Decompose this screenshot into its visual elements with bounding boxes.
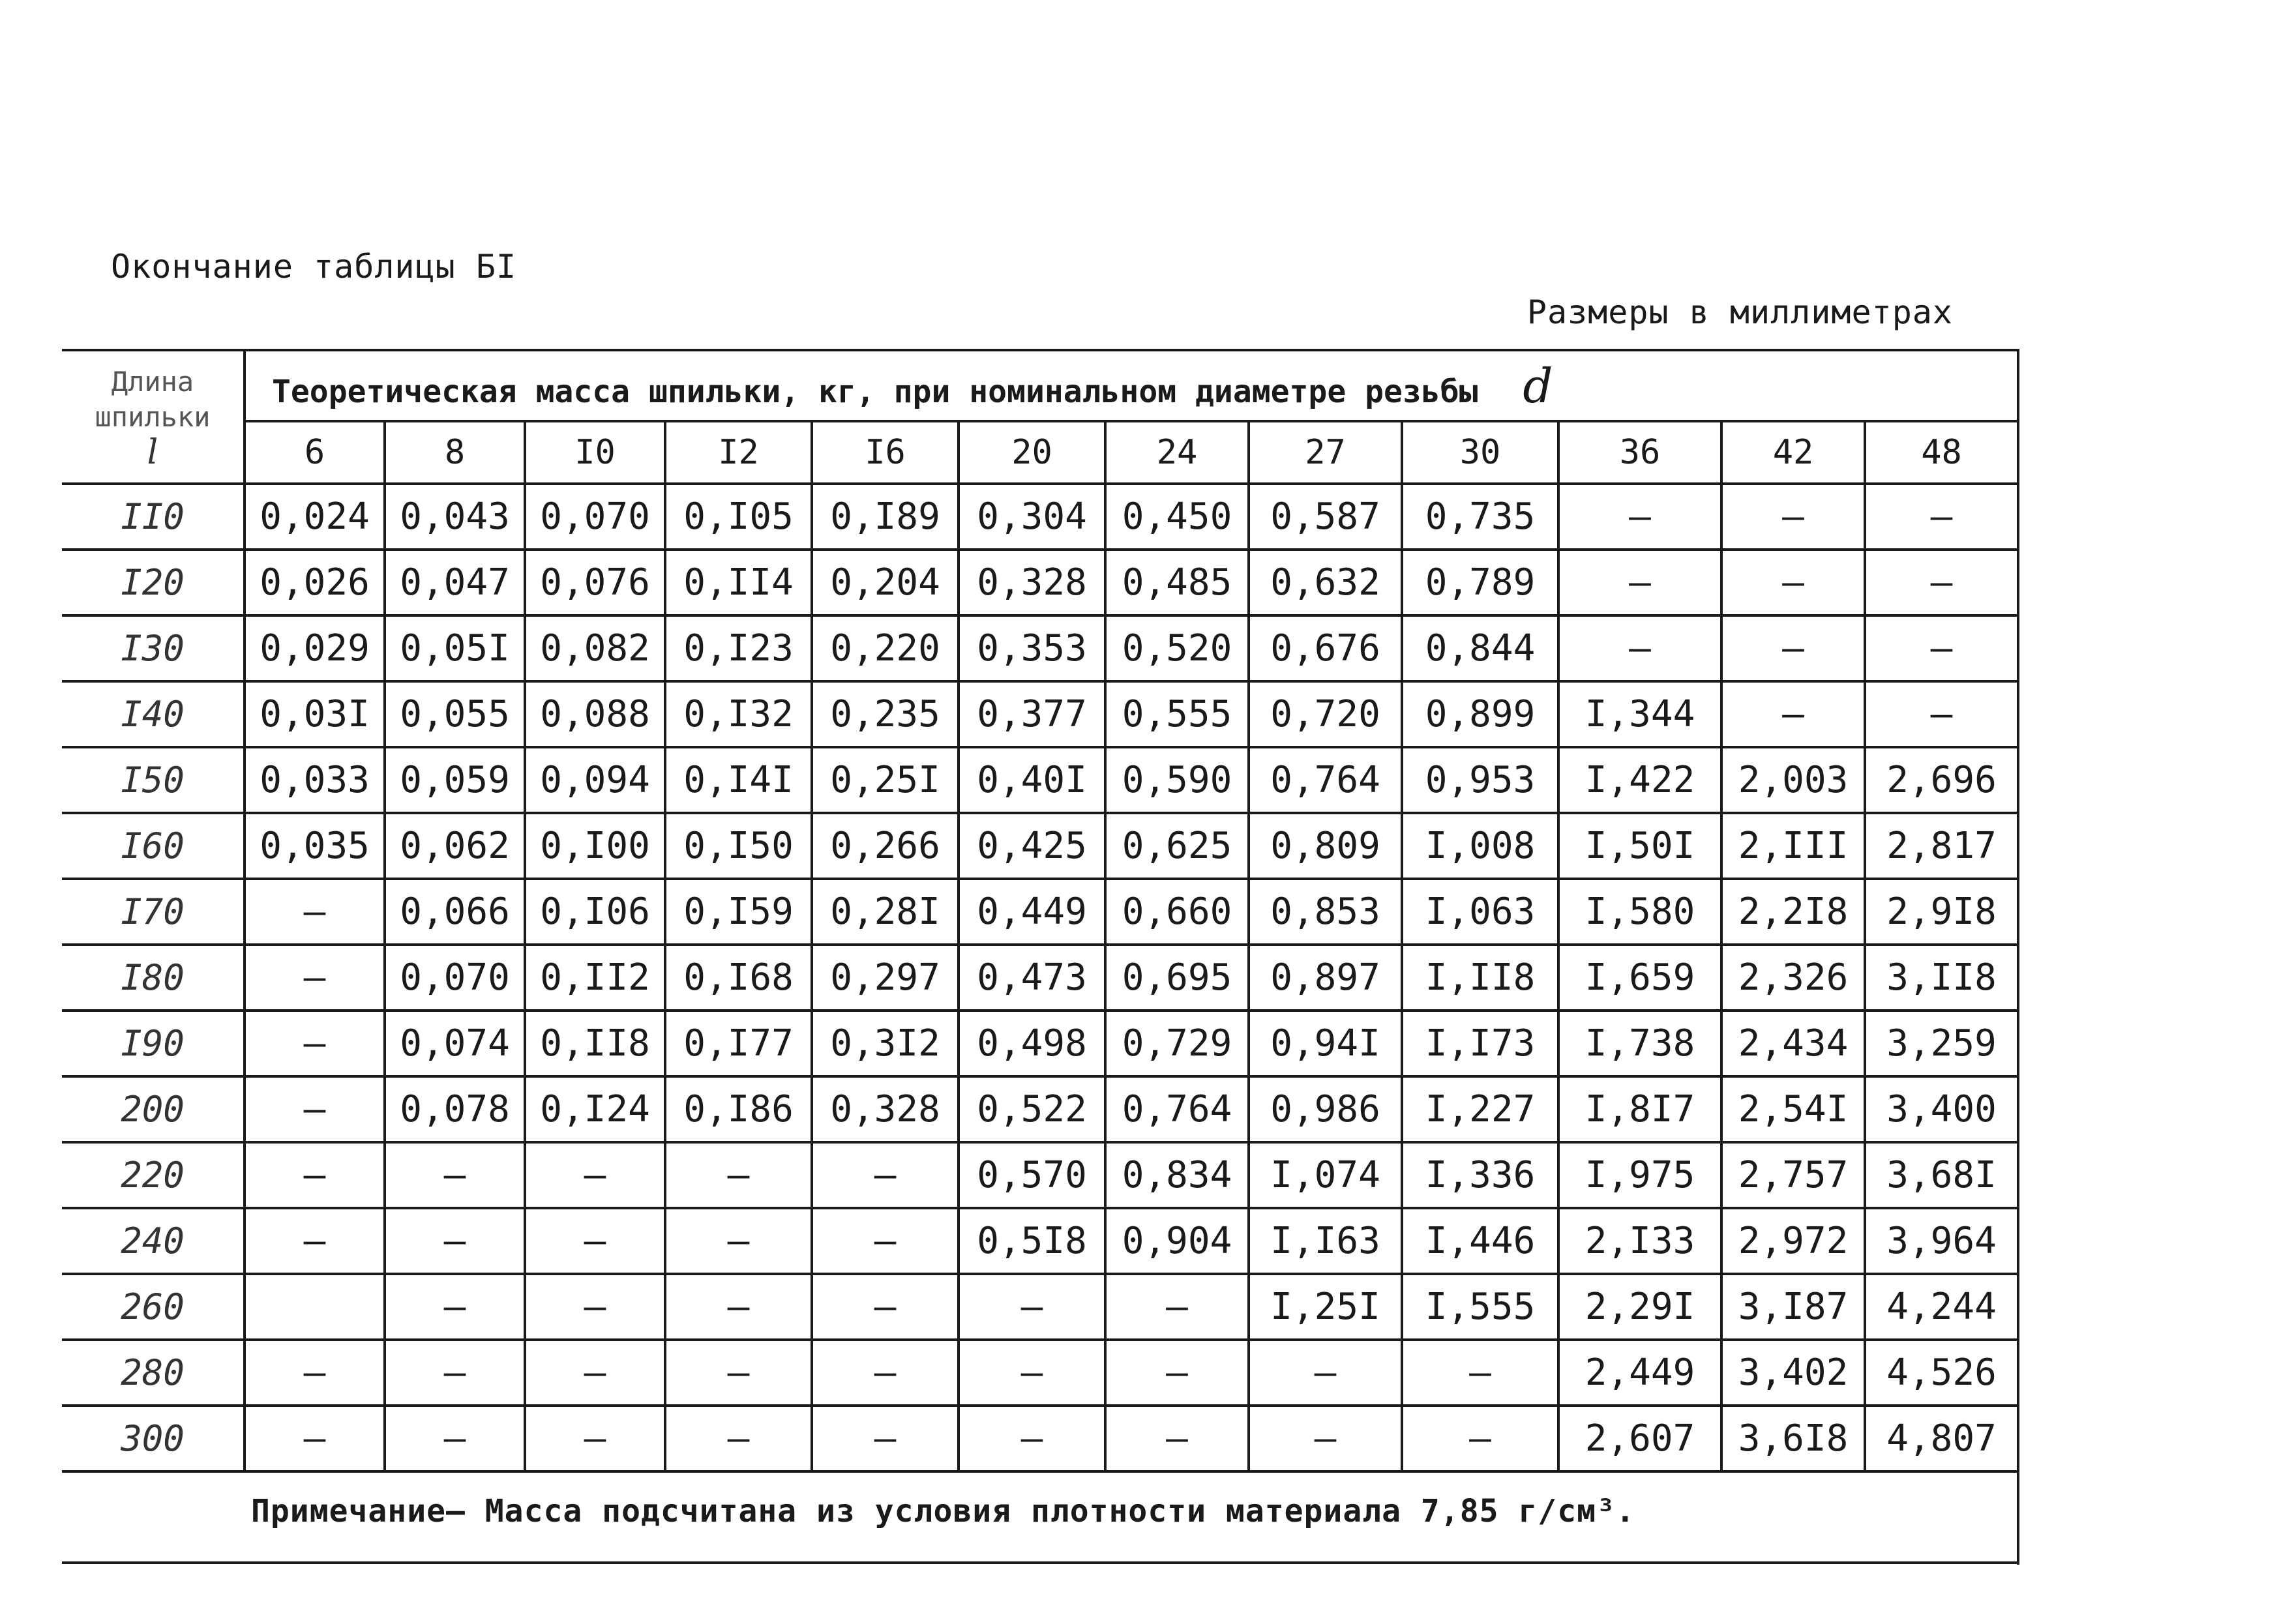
mass-value-cell: –	[1105, 1274, 1249, 1340]
length-label-line2: шпильки	[95, 400, 211, 433]
mass-value-cell: –	[959, 1274, 1105, 1340]
stud-length-cell: II0	[62, 484, 245, 550]
mass-value-cell: –	[525, 1274, 665, 1340]
mass-value-cell: 0,033	[245, 747, 385, 813]
table-row	[62, 1142, 2018, 1208]
mass-value-cell: 2,326	[1721, 945, 1865, 1011]
table-body	[62, 484, 2018, 1471]
mass-value-cell: 0,555	[1105, 681, 1249, 747]
mass-value-cell: 4,244	[1865, 1274, 2018, 1340]
mass-value-cell: I,422	[1558, 747, 1721, 813]
mass-value-cell: 0,I86	[665, 1076, 812, 1142]
mass-value-cell: I,50I	[1558, 813, 1721, 879]
mass-value-cell: –	[665, 1142, 812, 1208]
right-rule	[2017, 1389, 2019, 1565]
stud-length-cell: 200	[62, 1076, 245, 1142]
diameter-header-row	[62, 421, 2018, 484]
mass-value-cell: –	[812, 1142, 959, 1208]
mass-value-cell: 0,632	[1249, 550, 1402, 615]
stud-length-cell: I90	[62, 1011, 245, 1076]
mass-value-cell: 0,450	[1105, 484, 1249, 550]
stud-length-cell: I80	[62, 945, 245, 1011]
mass-value-cell: 0,059	[385, 747, 525, 813]
stud-length-cell: 260	[62, 1274, 245, 1340]
mass-value-cell: 0,660	[1105, 879, 1249, 945]
mass-value-cell: 0,070	[385, 945, 525, 1011]
bottom-rule	[62, 1561, 2018, 1564]
mass-value-cell: 0,485	[1105, 550, 1249, 615]
units-note: Размеры в миллиметрах	[1526, 293, 1953, 331]
mass-value-cell: 0,328	[959, 550, 1105, 615]
mass-value-cell: –	[1721, 681, 1865, 747]
mass-value-cell: 0,066	[385, 879, 525, 945]
mass-value-cell: 0,40I	[959, 747, 1105, 813]
mass-value-cell: 0,473	[959, 945, 1105, 1011]
mass-value-cell: 0,I05	[665, 484, 812, 550]
table-row	[62, 1011, 2018, 1076]
mass-value-cell: 0,570	[959, 1142, 1105, 1208]
mass-value-cell: –	[525, 1142, 665, 1208]
mass-value-cell: –	[385, 1274, 525, 1340]
mass-value-cell: 0,I59	[665, 879, 812, 945]
mass-value-cell: 3,964	[1865, 1208, 2018, 1274]
mass-value-cell: –	[1249, 1340, 1402, 1406]
mass-header	[245, 350, 2018, 421]
table-row	[62, 945, 2018, 1011]
mass-value-cell: 2,I33	[1558, 1208, 1721, 1274]
mass-value-cell: 3,68I	[1865, 1142, 2018, 1208]
table-note: Примечание— Масса подсчитана из условия плотности материала 7,85 г/см³.	[251, 1493, 1635, 1529]
mass-value-cell: –	[1105, 1406, 1249, 1471]
diameter-header-cell: 30	[1402, 421, 1558, 484]
mass-value-cell: 0,II2	[525, 945, 665, 1011]
mass-value-cell: I,I73	[1402, 1011, 1558, 1076]
table-row	[62, 747, 2018, 813]
mass-value-cell: –	[245, 1208, 385, 1274]
mass-value-cell: 0,522	[959, 1076, 1105, 1142]
mass-value-cell: 0,720	[1249, 681, 1402, 747]
mass-value-cell: 0,082	[525, 615, 665, 681]
mass-value-cell: 0,03I	[245, 681, 385, 747]
mass-value-cell: I,336	[1402, 1142, 1558, 1208]
mass-value-cell: 4,807	[1865, 1406, 2018, 1471]
mass-value-cell: –	[245, 1340, 385, 1406]
mass-value-cell: –	[245, 1142, 385, 1208]
mass-value-cell: –	[665, 1406, 812, 1471]
mass-value-cell: 0,3I2	[812, 1011, 959, 1076]
diameter-header-cell: 36	[1558, 421, 1721, 484]
mass-value-cell: 0,029	[245, 615, 385, 681]
mass-value-cell: –	[525, 1406, 665, 1471]
mass-value-cell: 0,28I	[812, 879, 959, 945]
mass-value-cell: 0,047	[385, 550, 525, 615]
mass-value-cell: 0,789	[1402, 550, 1558, 615]
mass-value-cell: –	[1865, 615, 2018, 681]
mass-value-cell: –	[1402, 1340, 1558, 1406]
mass-value-cell: 3,6I8	[1721, 1406, 1865, 1471]
mass-value-cell: –	[525, 1208, 665, 1274]
mass-value-cell: 0,I50	[665, 813, 812, 879]
stud-length-cell: 280	[62, 1340, 245, 1406]
diameter-header-cell: I6	[812, 421, 959, 484]
mass-label: Теоретическая масса шпильки, кг, при номинальном диаметре резьбы	[272, 373, 1478, 410]
stud-length-cell: 220	[62, 1142, 245, 1208]
mass-value-cell: 0,204	[812, 550, 959, 615]
mass-value-cell: 0,I23	[665, 615, 812, 681]
mass-value-cell: 0,266	[812, 813, 959, 879]
mass-value-cell: 0,844	[1402, 615, 1558, 681]
length-symbol: l	[147, 432, 158, 472]
mass-value-cell: 0,220	[812, 615, 959, 681]
mass-value-cell: –	[665, 1208, 812, 1274]
mass-value-cell: 0,I89	[812, 484, 959, 550]
mass-value-cell: –	[812, 1208, 959, 1274]
mass-value-cell: 0,I32	[665, 681, 812, 747]
mass-value-cell: –	[959, 1340, 1105, 1406]
mass-value-cell: 2,757	[1721, 1142, 1865, 1208]
mass-value-cell: 0,070	[525, 484, 665, 550]
mass-value-cell: I,446	[1402, 1208, 1558, 1274]
mass-value-cell: 0,897	[1249, 945, 1402, 1011]
mass-value-cell: 3,259	[1865, 1011, 2018, 1076]
mass-value-cell: 0,I00	[525, 813, 665, 879]
mass-value-cell: I,008	[1402, 813, 1558, 879]
mass-value-cell: –	[1558, 615, 1721, 681]
mass-value-cell: 0,520	[1105, 615, 1249, 681]
mass-value-cell: –	[1558, 484, 1721, 550]
mass-value-cell: 0,I68	[665, 945, 812, 1011]
length-label-line1: Длина	[111, 365, 194, 398]
mass-value-cell: 0,735	[1402, 484, 1558, 550]
mass-value-cell: –	[385, 1340, 525, 1406]
mass-value-cell: –	[525, 1340, 665, 1406]
mass-value-cell	[245, 1274, 385, 1340]
mass-value-cell: 0,078	[385, 1076, 525, 1142]
mass-value-cell: I,I63	[1249, 1208, 1402, 1274]
mass-value-cell: 0,25I	[812, 747, 959, 813]
mass-value-cell: 0,026	[245, 550, 385, 615]
mass-value-cell: I,659	[1558, 945, 1721, 1011]
mass-value-cell: 0,II4	[665, 550, 812, 615]
diameter-header-cell: 20	[959, 421, 1105, 484]
stud-mass-table	[62, 349, 2019, 1473]
table-header	[62, 350, 2018, 484]
mass-value-cell: 0,297	[812, 945, 959, 1011]
diameter-header-cell: 8	[385, 421, 525, 484]
mass-value-cell: –	[1865, 550, 2018, 615]
stud-length-cell: 300	[62, 1406, 245, 1471]
mass-value-cell: 0,764	[1105, 1076, 1249, 1142]
mass-value-cell: 0,953	[1402, 747, 1558, 813]
mass-value-cell: I,227	[1402, 1076, 1558, 1142]
mass-value-cell: 0,I06	[525, 879, 665, 945]
mass-value-cell: I,738	[1558, 1011, 1721, 1076]
table-row	[62, 484, 2018, 550]
mass-value-cell: I,555	[1402, 1274, 1558, 1340]
mass-value-cell: 0,904	[1105, 1208, 1249, 1274]
mass-value-cell: 0,I24	[525, 1076, 665, 1142]
mass-table-wrapper	[62, 349, 2018, 1473]
stud-length-cell: I20	[62, 550, 245, 615]
mass-value-cell: 0,074	[385, 1011, 525, 1076]
mass-value-cell: –	[1249, 1406, 1402, 1471]
table-row	[62, 681, 2018, 747]
mass-value-cell: I,8I7	[1558, 1076, 1721, 1142]
mass-value-cell: 0,625	[1105, 813, 1249, 879]
table-row	[62, 879, 2018, 945]
mass-value-cell: –	[1105, 1340, 1249, 1406]
mass-value-cell: –	[665, 1274, 812, 1340]
mass-value-cell: –	[812, 1274, 959, 1340]
table-row	[62, 1208, 2018, 1274]
diameter-header-cell: I0	[525, 421, 665, 484]
mass-value-cell: 2,III	[1721, 813, 1865, 879]
mass-value-cell: 0,076	[525, 550, 665, 615]
mass-value-cell: 2,003	[1721, 747, 1865, 813]
diameter-header-cell: I2	[665, 421, 812, 484]
mass-value-cell: 0,088	[525, 681, 665, 747]
mass-value-cell: –	[385, 1406, 525, 1471]
mass-value-cell: 2,54I	[1721, 1076, 1865, 1142]
mass-value-cell: 2,9I8	[1865, 879, 2018, 945]
mass-value-cell: I,063	[1402, 879, 1558, 945]
mass-value-cell: I,580	[1558, 879, 1721, 945]
stud-length-cell: I40	[62, 681, 245, 747]
mass-value-cell: –	[1721, 615, 1865, 681]
mass-value-cell: 2,29I	[1558, 1274, 1721, 1340]
mass-value-cell: 0,449	[959, 879, 1105, 945]
mass-value-cell: I,II8	[1402, 945, 1558, 1011]
mass-value-cell: 3,400	[1865, 1076, 2018, 1142]
mass-value-cell: 0,055	[385, 681, 525, 747]
table-caption: Окончание таблицы БI	[111, 248, 517, 286]
mass-value-cell: 0,I4I	[665, 747, 812, 813]
mass-value-cell: –	[245, 945, 385, 1011]
mass-value-cell: –	[812, 1340, 959, 1406]
mass-value-cell: 2,817	[1865, 813, 2018, 879]
mass-value-cell: 0,094	[525, 747, 665, 813]
mass-value-cell: 3,II8	[1865, 945, 2018, 1011]
diameter-header-cell: 24	[1105, 421, 1249, 484]
mass-value-cell: 0,729	[1105, 1011, 1249, 1076]
mass-value-cell: 0,353	[959, 615, 1105, 681]
mass-value-cell: 0,809	[1249, 813, 1402, 879]
mass-value-cell: 2,607	[1558, 1406, 1721, 1471]
mass-value-cell: 0,676	[1249, 615, 1402, 681]
mass-value-cell: 0,035	[245, 813, 385, 879]
mass-value-cell: 0,853	[1249, 879, 1402, 945]
diameter-header-cell: 27	[1249, 421, 1402, 484]
mass-value-cell: –	[1865, 484, 2018, 550]
mass-value-cell: I,25I	[1249, 1274, 1402, 1340]
mass-value-cell: 0,377	[959, 681, 1105, 747]
table-row	[62, 550, 2018, 615]
mass-value-cell: –	[1402, 1406, 1558, 1471]
mass-value-cell: 0,304	[959, 484, 1105, 550]
mass-value-cell: I,975	[1558, 1142, 1721, 1208]
mass-value-cell: 0,425	[959, 813, 1105, 879]
mass-value-cell: –	[1721, 484, 1865, 550]
mass-value-cell: 0,94I	[1249, 1011, 1402, 1076]
mass-value-cell: 0,899	[1402, 681, 1558, 747]
mass-value-cell: I,344	[1558, 681, 1721, 747]
mass-value-cell: 4,526	[1865, 1340, 2018, 1406]
stud-length-cell: I50	[62, 747, 245, 813]
diameter-header-cell: 6	[245, 421, 385, 484]
mass-value-cell: –	[245, 879, 385, 945]
mass-value-cell: –	[1721, 550, 1865, 615]
stud-length-cell: 240	[62, 1208, 245, 1274]
mass-value-cell: –	[959, 1406, 1105, 1471]
mass-value-cell: 0,764	[1249, 747, 1402, 813]
stud-length-cell: I30	[62, 615, 245, 681]
mass-value-cell: 2,2I8	[1721, 879, 1865, 945]
mass-value-cell: 3,402	[1721, 1340, 1865, 1406]
diameter-header-cell: 48	[1865, 421, 2018, 484]
mass-value-cell: 0,043	[385, 484, 525, 550]
mass-value-cell: 0,498	[959, 1011, 1105, 1076]
mass-value-cell: 2,972	[1721, 1208, 1865, 1274]
diameter-header-cell: 42	[1721, 421, 1865, 484]
mass-value-cell: 0,328	[812, 1076, 959, 1142]
mass-value-cell: 0,695	[1105, 945, 1249, 1011]
mass-value-cell: 0,062	[385, 813, 525, 879]
mass-value-cell: 0,024	[245, 484, 385, 550]
table-row	[62, 1274, 2018, 1340]
mass-value-cell: 0,05I	[385, 615, 525, 681]
mass-value-cell: 2,449	[1558, 1340, 1721, 1406]
mass-value-cell: 0,986	[1249, 1076, 1402, 1142]
stud-length-cell: I70	[62, 879, 245, 945]
mass-value-cell: 0,I77	[665, 1011, 812, 1076]
mass-value-cell: –	[245, 1011, 385, 1076]
mass-value-cell: I,074	[1249, 1142, 1402, 1208]
table-row	[62, 1406, 2018, 1471]
mass-value-cell: 0,834	[1105, 1142, 1249, 1208]
table-row	[62, 1076, 2018, 1142]
mass-value-cell: 2,696	[1865, 747, 2018, 813]
stud-length-cell: I60	[62, 813, 245, 879]
header-row-1	[62, 350, 2018, 421]
mass-value-cell: –	[245, 1076, 385, 1142]
mass-value-cell: 2,434	[1721, 1011, 1865, 1076]
mass-value-cell: 0,587	[1249, 484, 1402, 550]
table-row	[62, 1340, 2018, 1406]
mass-value-cell: –	[812, 1406, 959, 1471]
table-row	[62, 813, 2018, 879]
mass-value-cell: 0,II8	[525, 1011, 665, 1076]
mass-value-cell: –	[1865, 681, 2018, 747]
mass-value-cell: –	[385, 1142, 525, 1208]
length-column-header	[62, 350, 245, 484]
diameter-symbol: d	[1523, 358, 1553, 413]
mass-value-cell: 0,235	[812, 681, 959, 747]
mass-value-cell: 0,5I8	[959, 1208, 1105, 1274]
mass-value-cell: 3,I87	[1721, 1274, 1865, 1340]
mass-value-cell: –	[385, 1208, 525, 1274]
mass-value-cell: –	[665, 1340, 812, 1406]
mass-value-cell: –	[1558, 550, 1721, 615]
mass-value-cell: 0,590	[1105, 747, 1249, 813]
table-row	[62, 615, 2018, 681]
mass-value-cell: –	[245, 1406, 385, 1471]
